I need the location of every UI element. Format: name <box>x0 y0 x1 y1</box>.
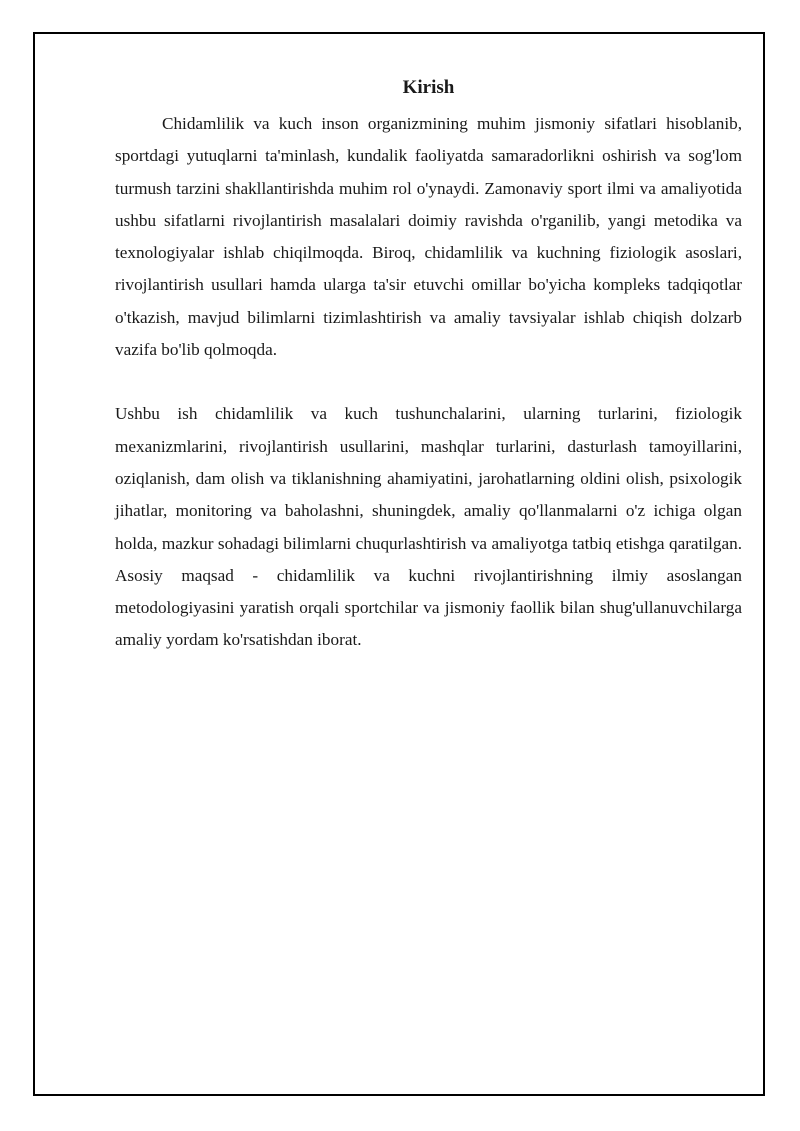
document-body <box>115 72 742 657</box>
paragraph-purpose: Ushbu ish chidamlilik va kuch tushunchalarini, ularning turlarini, fiziologik mexanizmlarini, rivojlantirish usullarini, mashqlar turlarini, dasturlash tamoyillarini, oziqlanish, dam olish va tiklanishning ahamiyatini, jarohatlarning oldini olish, psixologik jihatlar, monitoring va baholashni, shuningdek, amaliy qo'llanmalarni o'z ichiga olgan holda, mazkur sohadagi bilimlarni chuqurlashtirish va amaliyotga tatbiq etishga qaratilgan. Asosiy maqsad - chidamlilik va kuchni rivojlantirishning ilmiy asoslangan metodologiyasini yaratish orqali sportchilar va jismoniy faollik bilan shug'ullanuvchilarga amaliy yordam ko'rsatishdan iborat. <box>115 404 742 650</box>
paragraph-gap <box>115 366 742 398</box>
page-title: Kirish <box>402 77 455 98</box>
paragraph-intro: Chidamlilik va kuch inson organizmining muhim jismoniy sifatlari hisoblanib, sportdagi yutuqlarni ta'minlash, kundalik faoliyatda samaradorlikni oshirish va sog'lom turmush tarzini shakllantirishda muhim rol o'ynaydi. Zamonaviy sport ilmi va amaliyotida ushbu sifatlarni rivojlantirish masalalari doimiy ravishda o'rganilib, yangi metodika va texnologiyalar ishlab chiqilmoqda. Biroq, chidamlilik va kuchning fiziologik asoslari, rivojlantirish usullari hamda ularga ta'sir etuvchi omillar bo'yicha kompleks tadqiqotlar o'tkazish, mavjud bilimlarni tizimlashtirish va amaliy tavsiyalar ishlab chiqish dolzarb vazifa bo'lib qolmoqda. <box>115 114 742 360</box>
